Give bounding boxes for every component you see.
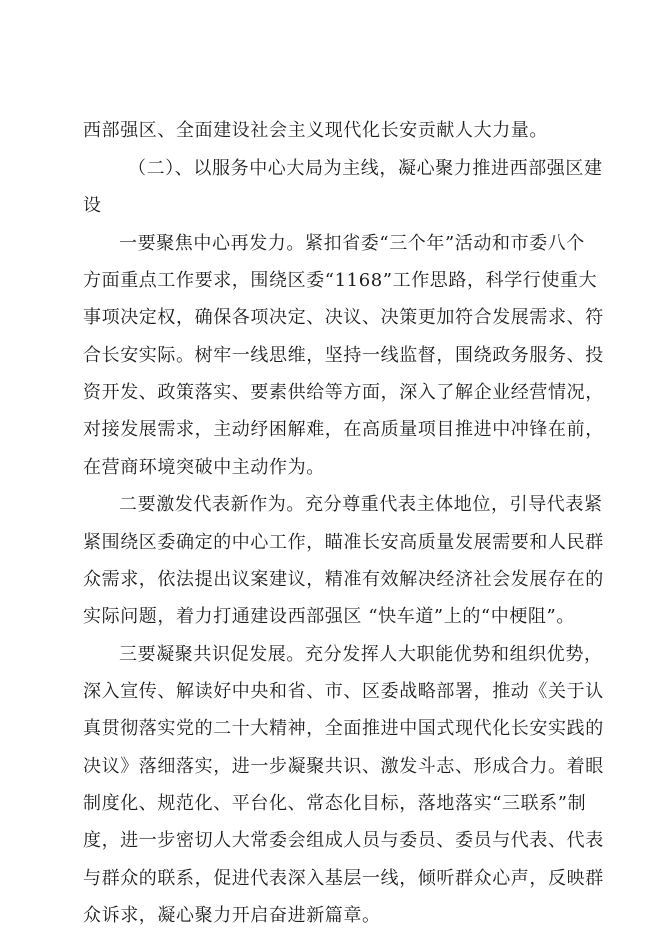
paragraph-2-line: 紧围绕区委确定的中心工作，瞄准长安高质量发展需要和人民群 xyxy=(83,532,604,553)
paragraph-1-line: 方面重点工作要求，围绕区委“1168”工作思路，科学行使重大 xyxy=(83,270,598,291)
paragraph-3-line: 三要凝聚共识促发展。充分发挥人大职能优势和组织优势， xyxy=(119,644,603,665)
paragraph-3-line: 与群众的联系，促进代表深入基层一线，倾听群众心声，反映群 xyxy=(83,868,604,889)
paragraph-3-line: 度，进一步密切人大常委会组成人员与委员、委员与代表、代表 xyxy=(83,830,604,851)
paragraph-2-line: 实际问题，着力打通建设西部强区 “快车道”上的“中梗阻”。 xyxy=(83,606,575,627)
paragraph-1-line: 合长安实际。树牢一线思维，坚持一线监督，围绕政务服务、投 xyxy=(83,345,604,366)
paragraph-3-line: 深入宣传、解读好中央和省、市、区委战略部署，推动《关于认 xyxy=(83,681,604,702)
paragraph-1-line: 一要聚焦中心再发力。紧扣省委“三个年”活动和市委八个 xyxy=(119,233,586,254)
paragraph-3-line: 制度化、规范化、平台化、常态化目标，落地落实“三联系”制 xyxy=(83,793,587,814)
paragraph-3-line: 众诉求，凝心聚力开启奋进新篇章。 xyxy=(83,905,381,926)
paragraph-3-line: 决议》落细落实，进一步凝聚共识、激发斗志、形成合力。着眼 xyxy=(83,756,604,777)
paragraph-1-line: 资开发、政策落实、要素供给等方面，深入了解企业经营情况， xyxy=(83,382,604,403)
paragraph-2-line: 众需求，依法提出议案建议，精准有效解决经济社会发展存在的 xyxy=(83,569,604,590)
paragraph-3-line: 真贯彻落实党的二十大精神，全面推进中国式现代化长安实践的 xyxy=(83,718,604,739)
section-heading: （二）、以服务中心大局为主线，凝心聚力推进西部强区建 xyxy=(128,158,603,179)
paragraph-1-line: 在营商环境突破中主动作为。 xyxy=(83,457,325,478)
section-heading-continued: 设 xyxy=(83,195,102,216)
paragraph-1-line: 事项决定权，确保各项决定、决议、决策更加符合发展需求、符 xyxy=(83,307,604,328)
text-line: 西部强区、全面建设社会主义现代化长安贡献人大力量。 xyxy=(83,120,548,141)
paragraph-2-line: 二要激发代表新作为。充分尊重代表主体地位，引导代表紧 xyxy=(119,494,603,515)
paragraph-1-line: 对接发展需求，主动纾困解难，在高质量项目推进中冲锋在前， xyxy=(83,419,604,440)
